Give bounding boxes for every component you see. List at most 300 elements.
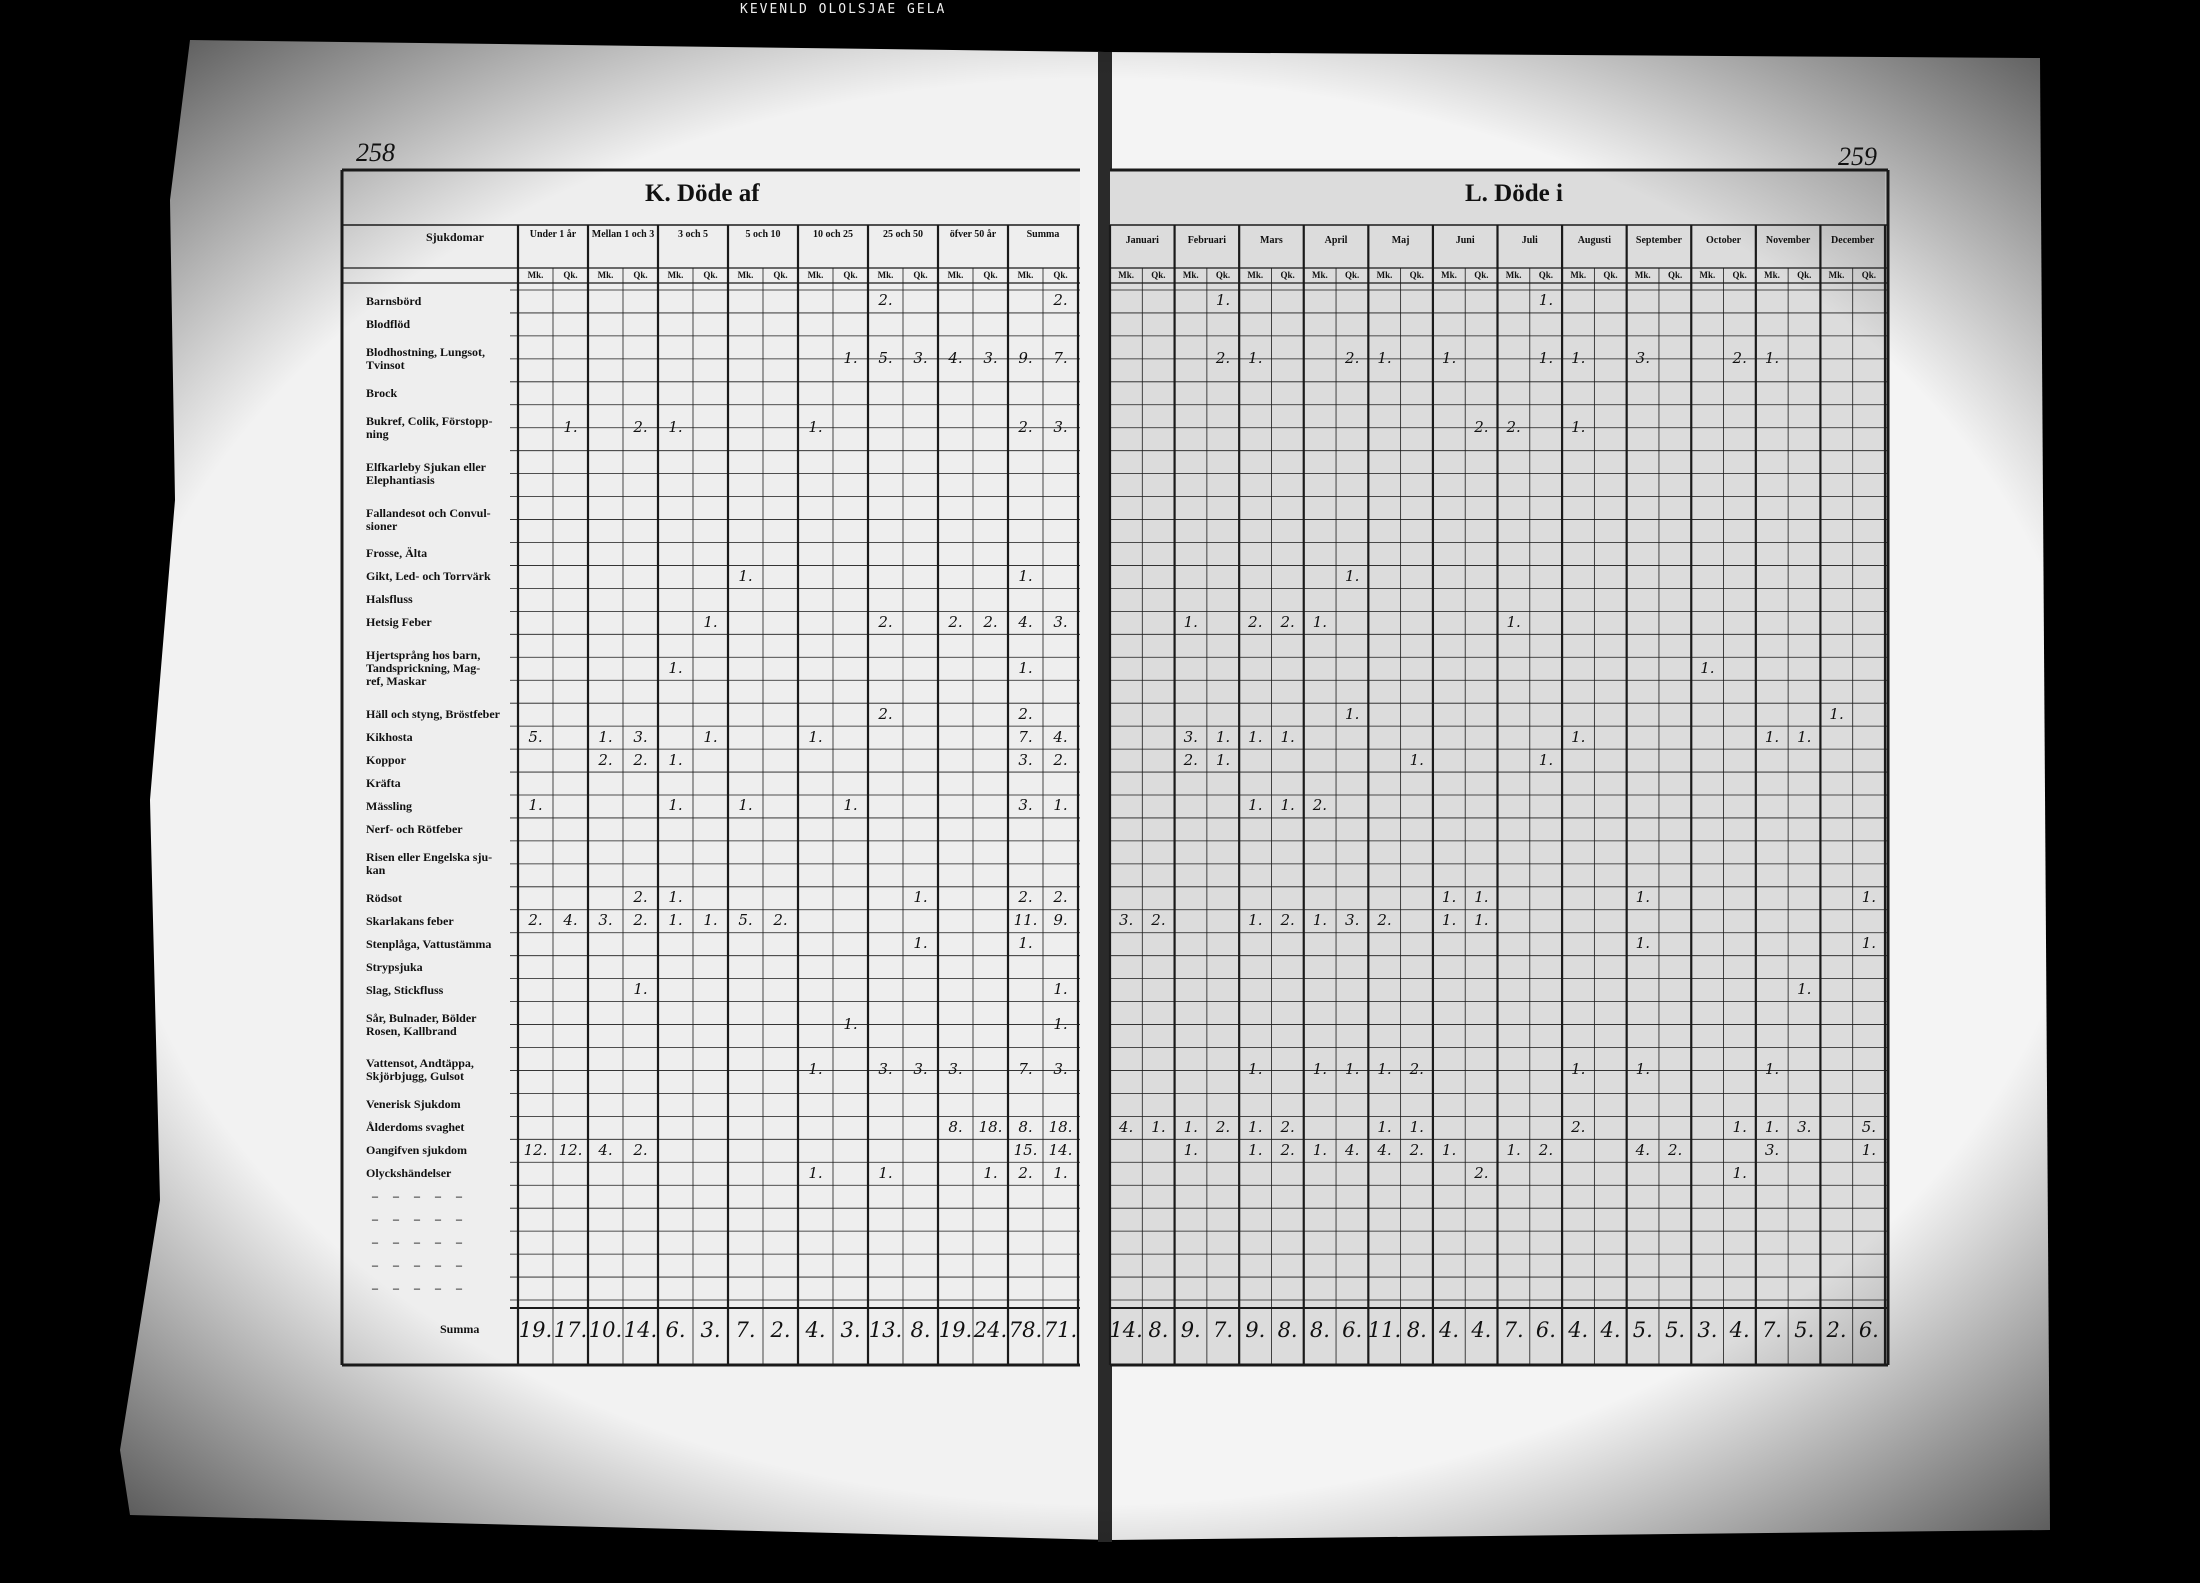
right-value-cell: 1. (1441, 911, 1457, 930)
month-header: Juni (1455, 235, 1475, 246)
right-summa-value: 4. (1600, 1318, 1621, 1342)
left-value-cell: 1. (1018, 934, 1033, 953)
left-summa-value: 3. (700, 1318, 721, 1342)
month-header: September (1635, 235, 1682, 246)
left-value-cell: 1. (633, 980, 648, 999)
disease-row-label: Frosse, Älta (366, 546, 428, 561)
male-subheader: Mk. (807, 270, 824, 280)
right-summa-value: 9. (1180, 1318, 1201, 1342)
female-subheader: Qk. (843, 270, 858, 280)
female-subheader: Qk. (1538, 270, 1554, 280)
left-value-cell: 1. (563, 417, 578, 436)
left-section-title: K. Döde af (645, 180, 760, 207)
blank-row-dashes: – – – – – (372, 1211, 468, 1226)
right-value-cell: 4. (1377, 1140, 1392, 1159)
age-group-header: Mellan 1 och 3 (591, 229, 655, 240)
male-subheader: Mk. (1699, 270, 1716, 280)
archive-stamp: KEVENLD OLOLSJAE GELA (740, 2, 947, 17)
left-value-cell: 1. (843, 348, 858, 367)
month-header: October (1706, 235, 1742, 246)
right-value-cell: 2. (1377, 911, 1392, 930)
female-subheader: Qk. (1215, 270, 1231, 280)
left-value-cell: 3. (913, 348, 928, 367)
right-section-title: L. Döde i (1465, 180, 1563, 207)
left-value-cell: 1. (808, 1163, 823, 1182)
left-value-cell: 3. (983, 348, 998, 367)
right-value-cell: 1. (1538, 750, 1554, 769)
right-value-cell: 2. (1248, 612, 1263, 631)
right-value-cell: 1. (1409, 1117, 1424, 1136)
right-value-cell: 1. (1861, 934, 1876, 953)
left-value-cell: 2. (1053, 291, 1068, 310)
left-value-cell: 4. (563, 911, 578, 930)
right-summa-value: 3. (1697, 1318, 1718, 1342)
left-value-cell: 3. (598, 911, 613, 930)
left-value-cell: 3. (633, 727, 648, 746)
right-value-cell: 1. (1571, 417, 1586, 436)
right-value-cell: 1. (1345, 566, 1360, 585)
right-value-cell: 2. (1215, 348, 1231, 367)
disease-row-label: Venerisk Sjukdom (366, 1097, 461, 1112)
left-value-cell: 7. (1018, 727, 1033, 746)
disease-row-label: Oangifven sjukdom (366, 1143, 468, 1158)
age-group-header: 3 och 5 (678, 229, 708, 240)
left-value-cell: 2. (633, 911, 648, 930)
right-value-cell: 2. (1571, 1117, 1586, 1136)
right-value-cell: 2. (1667, 1140, 1683, 1159)
disease-row-label: Halsfluss (366, 592, 413, 607)
left-value-cell: 2. (773, 911, 788, 930)
right-value-cell: 1. (1635, 888, 1650, 907)
right-summa-value: 11. (1367, 1318, 1402, 1342)
left-page-number: 258 (356, 138, 395, 167)
right-value-cell: 1. (1797, 727, 1812, 746)
male-subheader: Mk. (877, 270, 894, 280)
disease-row-label: Sår, Bulnader, Bölder Rosen, Kallbrand (366, 1010, 477, 1038)
right-value-cell: 2. (1312, 796, 1328, 815)
female-subheader: Qk. (913, 270, 928, 280)
female-subheader: Qk. (1474, 270, 1489, 280)
left-value-cell: 2. (948, 612, 963, 631)
right-value-cell: 1. (1474, 888, 1489, 907)
right-value-cell: 1. (1797, 980, 1812, 999)
left-summa-value: 3. (840, 1318, 861, 1342)
right-summa-value: 14. (1109, 1318, 1143, 1342)
right-value-cell: 1. (1312, 1140, 1328, 1159)
left-value-cell: 3. (1053, 1060, 1068, 1079)
left-value-cell: 2. (598, 750, 613, 769)
right-value-cell: 1. (1183, 1117, 1198, 1136)
month-header: April (1324, 235, 1348, 246)
male-subheader: Mk. (1441, 270, 1457, 280)
right-value-cell: 2. (1280, 1140, 1295, 1159)
right-summa-value: 7. (1761, 1318, 1782, 1342)
right-value-cell: 3. (1797, 1117, 1812, 1136)
left-value-cell: 3. (878, 1060, 893, 1079)
left-value-cell: 3. (1053, 417, 1068, 436)
right-summa-value: 6. (1342, 1318, 1363, 1342)
right-value-cell: 1. (1506, 1140, 1521, 1159)
right-value-cell: 1. (1506, 612, 1521, 631)
right-value-cell: 2. (1345, 348, 1360, 367)
female-subheader: Qk. (1603, 270, 1618, 280)
left-value-cell: 2. (633, 417, 648, 436)
right-value-cell: 3. (1118, 911, 1134, 930)
disease-row-label: Bukref, Colik, Förstopp- ning (366, 413, 493, 441)
disease-row-label: Nerf- och Rötfeber (366, 821, 463, 836)
right-value-cell: 1. (1474, 911, 1489, 930)
disease-row-label: Rödsot (366, 890, 403, 905)
female-subheader: Qk. (703, 270, 718, 280)
left-value-cell: 1. (1018, 566, 1033, 585)
left-value-cell: 4. (598, 1140, 613, 1159)
right-value-cell: 1. (1441, 1140, 1457, 1159)
left-summa-value: 6. (665, 1318, 686, 1342)
left-value-cell: 1. (668, 417, 683, 436)
left-summa-value: 4. (805, 1318, 826, 1342)
right-summa-value: 7. (1503, 1318, 1524, 1342)
left-value-cell: 18. (1048, 1117, 1073, 1136)
right-value-cell: 1. (1151, 1117, 1166, 1136)
left-value-cell: 1. (668, 658, 683, 677)
age-group-header: Summa (1026, 229, 1060, 240)
age-group-header: 5 och 10 (745, 229, 781, 240)
right-value-cell: 1. (1377, 1060, 1392, 1079)
right-value-cell: 1. (1571, 1060, 1586, 1079)
right-summa-value: 4. (1471, 1318, 1492, 1342)
female-subheader: Qk. (1409, 270, 1424, 280)
left-value-cell: 15. (1013, 1140, 1038, 1159)
age-group-header: 25 och 50 (883, 229, 923, 240)
right-summa-value: 2. (1826, 1318, 1847, 1342)
male-subheader: Mk. (1764, 270, 1780, 280)
month-header: Juli (1521, 235, 1538, 246)
right-value-cell: 1. (1764, 348, 1780, 367)
left-value-cell: 11. (1013, 911, 1038, 930)
disease-row-label: Gikt, Led- och Torrvärk (366, 569, 491, 584)
disease-row-label: Olyckshändelser (366, 1166, 452, 1181)
disease-row-label: Stenplåga, Vattustämma (366, 936, 492, 951)
right-value-cell: 1. (1441, 348, 1457, 367)
right-summa-value: 9. (1245, 1318, 1266, 1342)
right-value-cell: 5. (1861, 1117, 1876, 1136)
left-value-cell: 1. (808, 417, 823, 436)
right-summa-value: 6. (1858, 1318, 1879, 1342)
right-value-cell: 1. (1248, 1060, 1263, 1079)
disease-row-label: Vattensot, Andtäppa, Skjörbjugg, Gulsot (366, 1056, 474, 1084)
left-summa-value: 19. (518, 1318, 553, 1342)
female-subheader: Qk. (1667, 270, 1683, 280)
left-summa-value: 2. (770, 1318, 791, 1342)
male-subheader: Mk. (947, 270, 964, 280)
right-summa-value: 4. (1568, 1318, 1589, 1342)
right-value-cell: 2. (1183, 750, 1198, 769)
right-value-cell: 4. (1345, 1140, 1360, 1159)
right-value-cell: 2. (1474, 1163, 1489, 1182)
male-subheader: Mk. (597, 270, 614, 280)
right-value-cell: 1. (1764, 1060, 1780, 1079)
left-summa-value: 14. (623, 1318, 658, 1342)
male-subheader: Mk. (1828, 270, 1845, 280)
right-value-cell: 1. (1248, 911, 1263, 930)
female-subheader: Qk. (1053, 270, 1068, 280)
female-subheader: Qk. (773, 270, 788, 280)
left-value-cell: 1. (913, 934, 928, 953)
disease-row-label: Brock (366, 385, 398, 400)
left-value-cell: 1. (1053, 1163, 1068, 1182)
left-value-cell: 1. (1053, 1014, 1068, 1033)
right-summa-value: 5. (1794, 1318, 1815, 1342)
left-summa-value: 71. (1043, 1318, 1078, 1342)
right-value-cell: 2. (1280, 612, 1295, 631)
age-group-header: Under 1 år (529, 229, 577, 240)
left-value-cell: 4. (1018, 612, 1033, 631)
right-value-cell: 1. (1215, 727, 1231, 746)
right-value-cell: 1. (1215, 750, 1231, 769)
right-value-cell: 1. (1312, 612, 1328, 631)
right-value-cell: 2. (1215, 1117, 1231, 1136)
left-value-cell: 1. (668, 796, 683, 815)
left-value-cell: 2. (983, 612, 998, 631)
right-value-cell: 1. (1215, 291, 1231, 310)
right-value-cell: 1. (1700, 658, 1715, 677)
right-value-cell: 2. (1506, 417, 1521, 436)
male-subheader: Mk. (1570, 270, 1587, 280)
right-value-cell: 2. (1280, 1117, 1295, 1136)
left-value-cell: 1. (843, 1014, 858, 1033)
left-value-cell: 1. (528, 796, 543, 815)
left-value-cell: 2. (878, 612, 893, 631)
right-value-cell: 3. (1183, 727, 1198, 746)
left-value-cell: 5. (528, 727, 543, 746)
left-summa-value: 13. (868, 1318, 903, 1342)
left-value-cell: 2. (528, 911, 543, 930)
disease-row-label: Blodhostning, Lungsot, Tvinsot (366, 344, 486, 372)
male-subheader: Mk. (1017, 270, 1034, 280)
right-summa-value: 8. (1406, 1318, 1427, 1342)
right-value-cell: 1. (1312, 911, 1328, 930)
left-value-cell: 5. (738, 911, 753, 930)
left-value-cell: 1. (703, 911, 718, 930)
left-value-cell: 12. (523, 1140, 548, 1159)
left-value-cell: 7. (1018, 1060, 1033, 1079)
left-value-cell: 3. (1053, 612, 1068, 631)
left-summa-value: 24. (973, 1318, 1008, 1342)
right-summa-value: 4. (1439, 1318, 1460, 1342)
right-value-cell: 1. (1183, 612, 1198, 631)
month-header: Augusti (1577, 235, 1612, 246)
right-value-cell: 1. (1248, 796, 1263, 815)
left-value-cell: 2. (878, 704, 893, 723)
left-value-cell: 2. (1053, 888, 1068, 907)
right-value-cell: 3. (1764, 1140, 1780, 1159)
row-header-sjukdomar: Sjukdomar (425, 230, 484, 244)
age-group-header: 10 och 25 (813, 229, 853, 240)
left-value-cell: 2. (633, 750, 648, 769)
disease-row-label: Koppor (366, 753, 407, 768)
right-value-cell: 1. (1377, 1117, 1392, 1136)
right-summa-value: 6. (1535, 1318, 1556, 1342)
disease-row-label: Kräfta (366, 776, 401, 791)
left-summa-value: 7. (735, 1318, 756, 1342)
female-subheader: Qk. (1861, 270, 1876, 280)
left-value-cell: 1. (1053, 980, 1068, 999)
right-value-cell: 4. (1118, 1117, 1134, 1136)
right-value-cell: 1. (1764, 727, 1780, 746)
right-value-cell: 1. (1441, 888, 1457, 907)
right-value-cell: 1. (1345, 1060, 1360, 1079)
right-value-cell: 1. (1732, 1117, 1747, 1136)
left-value-cell: 1. (668, 750, 683, 769)
right-value-cell: 1. (1571, 727, 1586, 746)
blank-row-dashes: – – – – – (372, 1188, 468, 1203)
right-value-cell: 2. (1280, 911, 1295, 930)
right-value-cell: 2. (1474, 417, 1489, 436)
female-subheader: Qk. (1732, 270, 1747, 280)
disease-row-label: Blodflöd (366, 316, 411, 331)
right-value-cell: 1. (1248, 727, 1263, 746)
male-subheader: Mk. (737, 270, 754, 280)
left-value-cell: 12. (558, 1140, 583, 1159)
left-value-cell: 3. (913, 1060, 928, 1079)
female-subheader: Qk. (1345, 270, 1360, 280)
male-subheader: Mk. (1182, 270, 1199, 280)
left-value-cell: 2. (633, 1140, 648, 1159)
left-summa-value: 10. (588, 1318, 623, 1342)
left-value-cell: 18. (978, 1117, 1003, 1136)
left-value-cell: 1. (738, 566, 753, 585)
male-subheader: Mk. (1634, 270, 1651, 280)
left-value-cell: 8. (948, 1117, 963, 1136)
right-value-cell: 1. (1571, 348, 1586, 367)
left-value-cell: 1. (983, 1163, 998, 1182)
left-value-cell: 1. (738, 796, 753, 815)
left-value-cell: 3. (1018, 796, 1033, 815)
female-subheader: Qk. (633, 270, 648, 280)
month-header: Mars (1260, 235, 1283, 246)
right-value-cell: 2. (1151, 911, 1166, 930)
blank-row-dashes: – – – – – (372, 1280, 468, 1295)
left-value-cell: 1. (668, 911, 683, 930)
right-summa-value: 7. (1212, 1318, 1234, 1342)
age-group-header: öfver 50 år (949, 229, 997, 240)
female-subheader: Qk. (563, 270, 578, 280)
left-value-cell: 9. (1053, 911, 1068, 930)
right-value-cell: 1. (1861, 888, 1876, 907)
right-value-cell: 1. (1183, 1140, 1198, 1159)
right-summa-value: 5. (1665, 1318, 1686, 1342)
left-value-cell: 1. (878, 1163, 893, 1182)
summa-label: Summa (440, 1322, 480, 1336)
right-summa-value: 4. (1729, 1318, 1750, 1342)
left-value-cell: 8. (1018, 1117, 1033, 1136)
left-value-cell: 1. (703, 727, 718, 746)
male-subheader: Mk. (1505, 270, 1522, 280)
right-value-cell: 2. (1732, 348, 1747, 367)
left-value-cell: 1. (913, 888, 928, 907)
male-subheader: Mk. (667, 270, 684, 280)
right-value-cell: 2. (1409, 1140, 1424, 1159)
male-subheader: Mk. (1312, 270, 1328, 280)
right-value-cell: 1. (1764, 1117, 1780, 1136)
right-value-cell: 1. (1732, 1163, 1747, 1182)
left-value-cell: 2. (1018, 1163, 1033, 1182)
left-value-cell: 1. (1053, 796, 1068, 815)
left-value-cell: 1. (668, 888, 683, 907)
left-value-cell: 1. (1018, 658, 1033, 677)
month-header: Januari (1125, 235, 1159, 246)
left-value-cell: 4. (948, 348, 963, 367)
left-value-cell: 1. (808, 727, 823, 746)
right-value-cell: 1. (1829, 704, 1844, 723)
disease-row-label: Mässling (366, 798, 413, 813)
month-header: November (1765, 235, 1811, 246)
right-value-cell: 2. (1409, 1060, 1424, 1079)
month-header: Februari (1187, 235, 1227, 246)
right-summa-value: 8. (1148, 1318, 1169, 1342)
right-value-cell: 1. (1280, 727, 1295, 746)
disease-row-label: Fallandesot och Convul- sioner (366, 505, 491, 533)
disease-row-label: Strypsjuka (366, 959, 423, 974)
left-value-cell: 4. (1053, 727, 1068, 746)
disease-row-label: Kikhosta (366, 730, 413, 745)
right-value-cell: 1. (1635, 1060, 1650, 1079)
left-value-cell: 2. (1018, 417, 1033, 436)
left-value-cell: 3. (1018, 750, 1033, 769)
right-value-cell: 1. (1538, 291, 1554, 310)
left-value-cell: 2. (633, 888, 648, 907)
right-value-cell: 1. (1248, 1117, 1263, 1136)
disease-row-label: Skarlakans feber (366, 913, 454, 928)
left-summa-value: 19. (938, 1318, 973, 1342)
month-header: Maj (1391, 235, 1410, 246)
right-page-number: 259 (1838, 142, 1877, 171)
right-value-cell: 1. (1538, 348, 1554, 367)
disease-row-label: Slag, Stickfluss (366, 982, 444, 997)
right-value-cell: 3. (1345, 911, 1360, 930)
right-summa-value: 5. (1632, 1318, 1653, 1342)
left-summa-value: 17. (553, 1318, 588, 1342)
disease-row-label: Risen eller Engelska sju- kan (366, 849, 493, 877)
left-summa-value: 8. (910, 1318, 931, 1342)
blank-row-dashes: – – – – – (372, 1257, 468, 1272)
right-summa-value: 8. (1309, 1318, 1330, 1342)
right-value-cell: 1. (1248, 1140, 1263, 1159)
disease-row-label: Elfkarleby Sjukan eller Elephantiasis (366, 459, 487, 487)
month-header: December (1831, 235, 1875, 246)
right-value-cell: 1. (1345, 704, 1360, 723)
male-subheader: Mk. (527, 270, 544, 280)
disease-row-label: Ålderdoms svaghet (366, 1120, 465, 1135)
disease-row-label: Hjertsprång hos barn, Tandsprickning, Mag- ref, Maskar (366, 648, 481, 689)
male-subheader: Mk. (1376, 270, 1393, 280)
right-value-cell: 1. (1635, 934, 1650, 953)
left-value-cell: 2. (878, 291, 893, 310)
disease-row-label: Barnsbörd (366, 293, 422, 308)
left-value-cell: 2. (1018, 888, 1033, 907)
right-value-cell: 1. (1409, 750, 1424, 769)
left-value-cell: 1. (808, 1060, 823, 1079)
right-value-cell: 1. (1861, 1140, 1876, 1159)
right-value-cell: 1. (1280, 796, 1295, 815)
right-value-cell: 1. (1248, 348, 1263, 367)
left-value-cell: 5. (878, 348, 893, 367)
right-value-cell: 4. (1635, 1140, 1650, 1159)
left-value-cell: 1. (598, 727, 613, 746)
disease-row-label: Häll och styng, Bröstfeber (366, 707, 500, 722)
left-value-cell: 2. (1053, 750, 1068, 769)
disease-row-label: Hetsig Feber (366, 615, 432, 630)
